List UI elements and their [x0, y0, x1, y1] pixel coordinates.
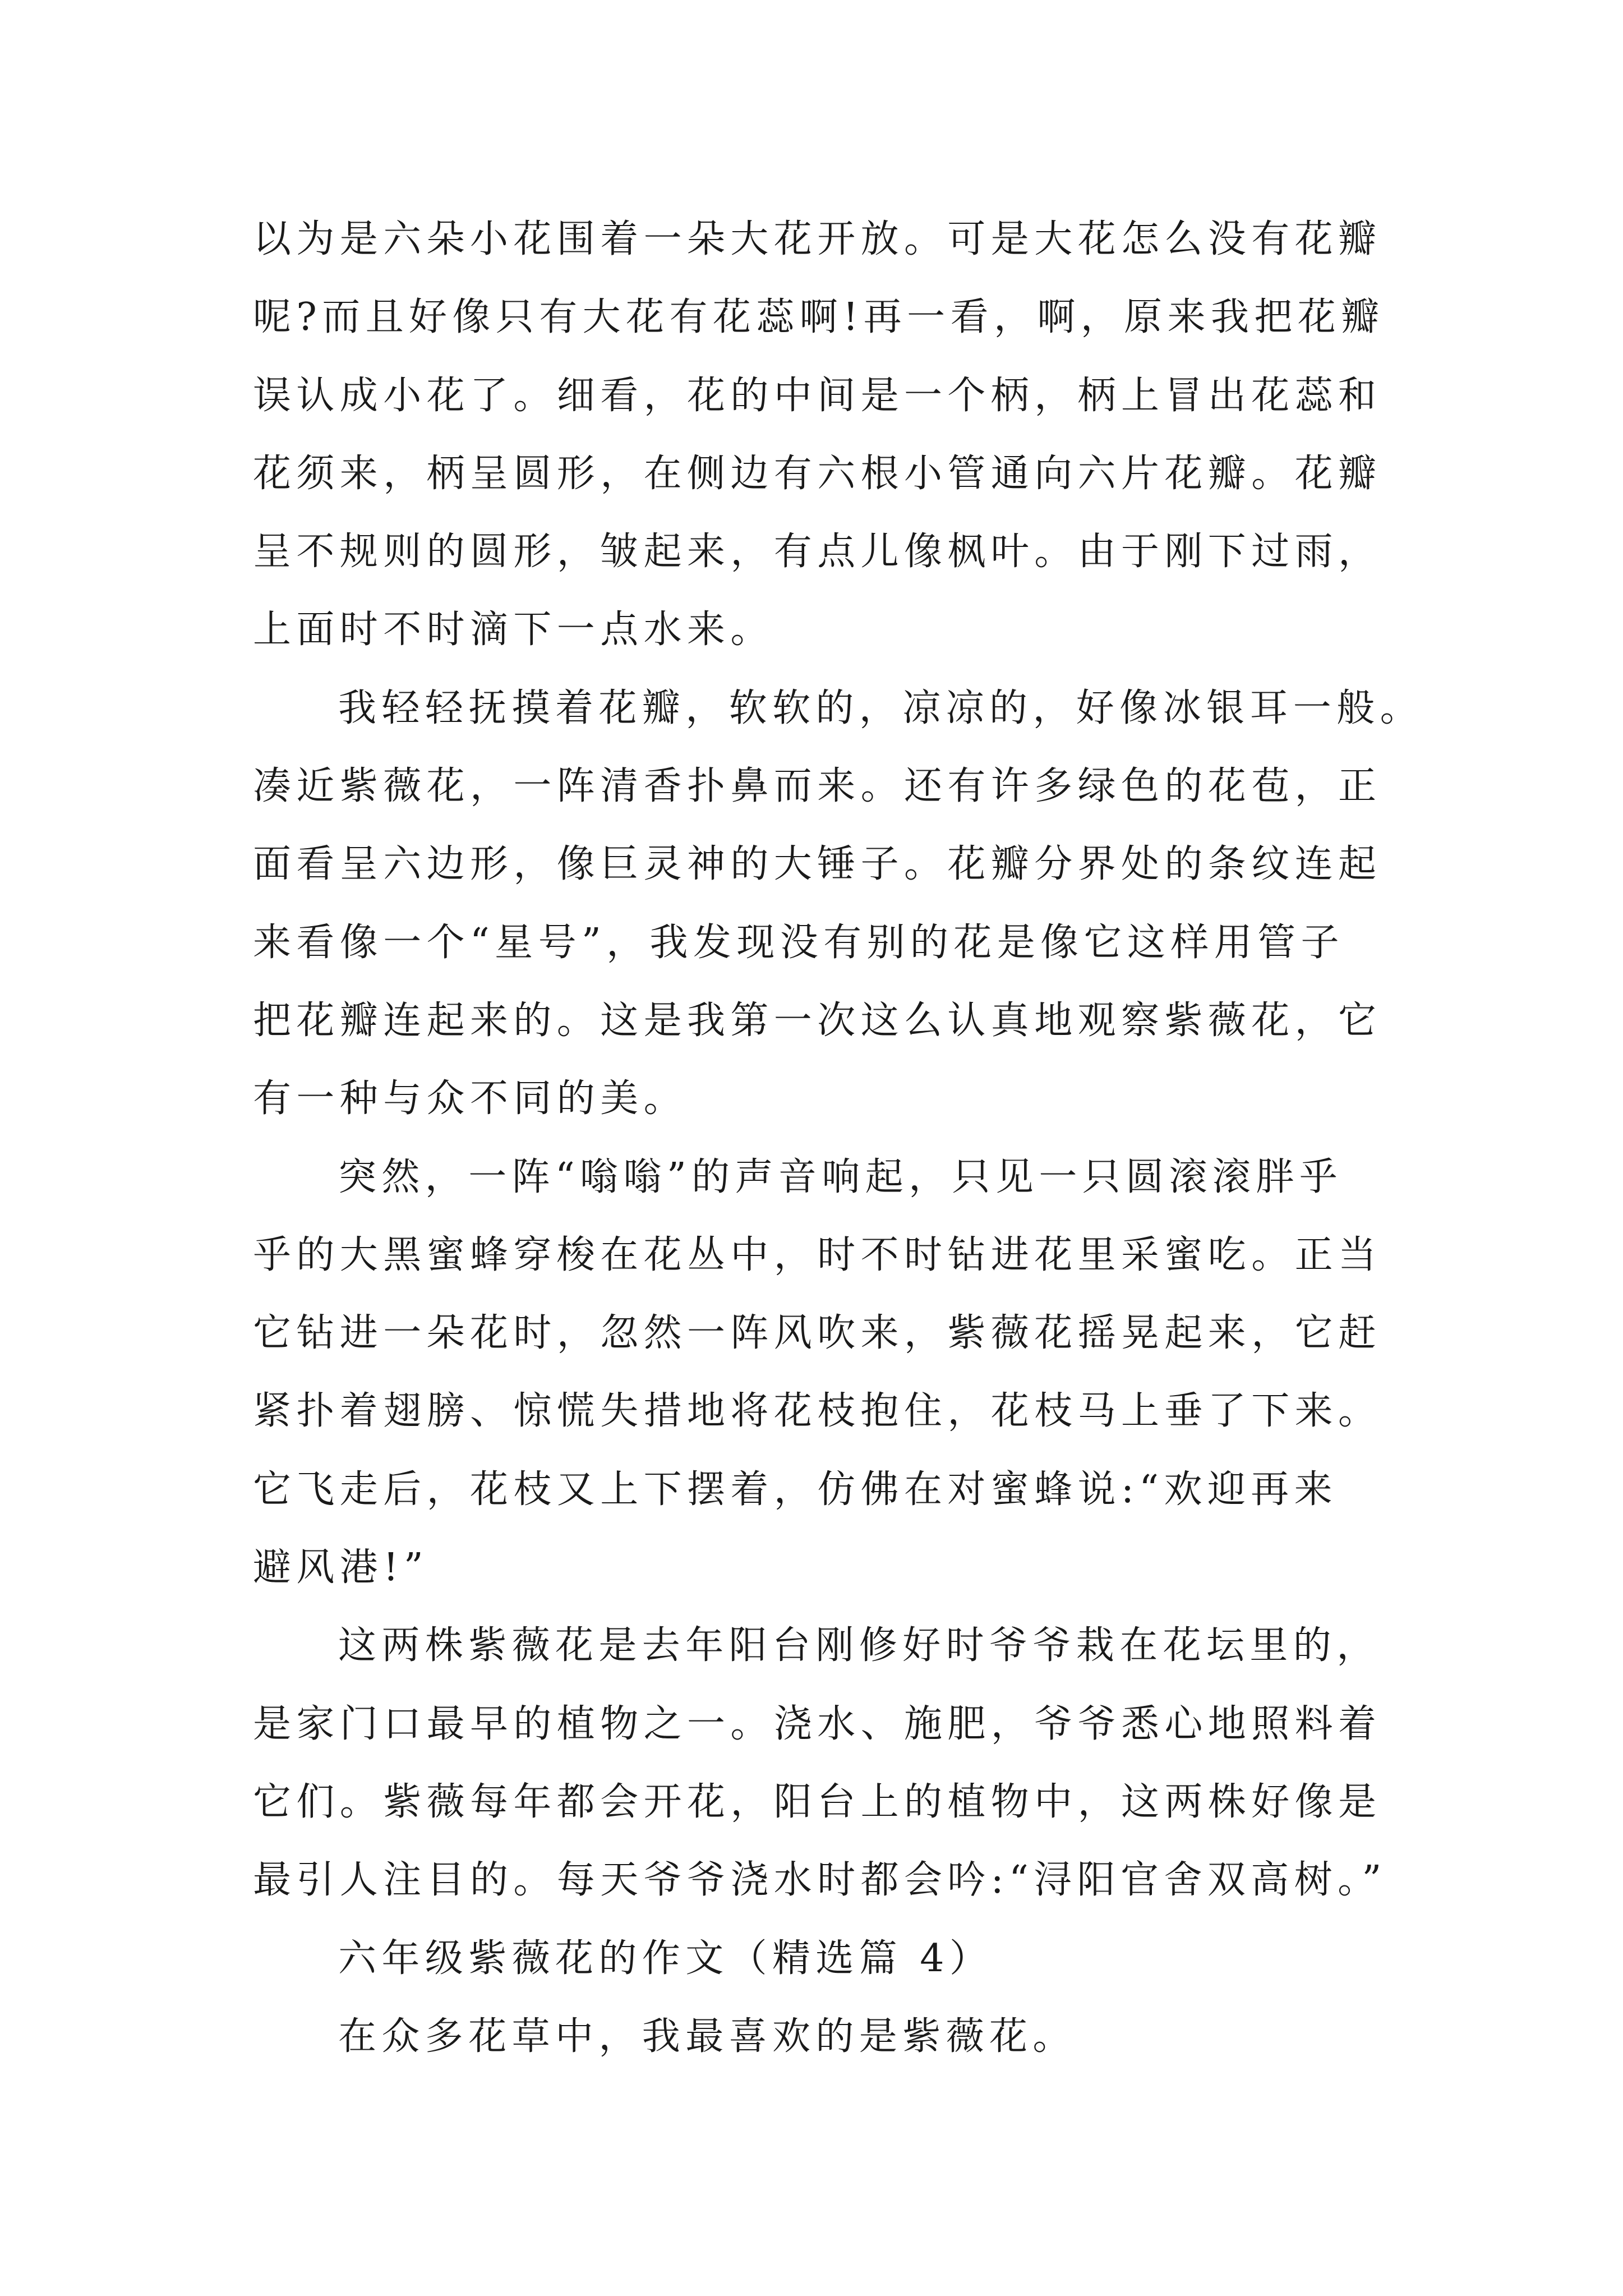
text-line: 是家门口最早的植物之一。浇水、施肥，爷爷悉心地照料着 — [253, 1701, 1382, 1746]
text-line: 来看像一个“星号”，我发现没有别的花是像它这样用管子 — [253, 920, 1344, 965]
section-heading-text: 六年级紫薇花的作文（精选篇 4） — [338, 1936, 993, 1981]
section-heading — [253, 1920, 1419, 1998]
text-line: 凑近紫薇花，一阵清香扑鼻而来。还有许多绿色的花苞，正 — [253, 764, 1382, 809]
text-line: 它飞走后，花枝又上下摆着，仿佛在对蜜蜂说:“欢迎再来 — [253, 1467, 1338, 1512]
text-line: 紧扑着翅膀、惊慌失措地将花枝抱住，花枝马上垂了下来。 — [253, 1389, 1382, 1434]
text-line: 它钻进一朵花时，忽然一阵风吹来，紫薇花摇晃起来，它赶 — [253, 1311, 1382, 1356]
text-line: 呢?而且好像只有大花有花蕊啊!再一看，啊，原来我把花瓣 — [253, 295, 1385, 340]
paragraph-grandpa — [253, 1607, 1419, 1919]
paragraph-continued — [253, 200, 1419, 669]
text-line: 把花瓣连起来的。这是我第一次这么认真地观察紫薇花，它 — [253, 998, 1382, 1043]
paragraph-bee — [253, 1138, 1419, 1607]
text-line: 以为是六朵小花围着一朵大花开放。可是大花怎么没有花瓣 — [253, 217, 1382, 261]
text-line: 误认成小花了。细看，花的中间是一个柄，柄上冒出花蕊和 — [253, 373, 1382, 418]
paragraph-touching-petals — [253, 669, 1424, 1138]
text-line: 避风港!” — [253, 1545, 429, 1590]
text-line: 我轻轻抚摸着花瓣，软软的，凉凉的，好像冰银耳一般。 — [338, 685, 1424, 730]
text-line: 最引人注目的。每天爷爷浇水时都会吟:“浔阳官舍双高树。” — [253, 1858, 1387, 1903]
text-line: 这两株紫薇花是去年阳台刚修好时爷爷栽在花坛里的， — [338, 1623, 1380, 1668]
document-body — [253, 200, 1424, 2076]
text-line: 花须来，柄呈圆形，在侧边有六根小管通向六片花瓣。花瓣 — [253, 451, 1382, 496]
text-line: 突然，一阵“嗡嗡”的声音响起，只见一只圆滚滚胖乎 — [338, 1154, 1343, 1199]
text-line: 呈不规则的圆形，皱起来，有点儿像枫叶。由于刚下过雨， — [253, 530, 1382, 574]
text-line: 乎的大黑蜜蜂穿梭在花丛中，时不时钻进花里采蜜吃。正当 — [253, 1232, 1382, 1277]
final-paragraph — [253, 1998, 1419, 2076]
text-line: 上面时不时滴下一点水来。 — [253, 608, 774, 652]
text-line: 它们。紫薇每年都会开花，阳台上的植物中，这两株好像是 — [253, 1779, 1382, 1824]
text-line: 在众多花草中，我最喜欢的是紫薇花。 — [338, 2014, 1076, 2059]
text-line: 有一种与众不同的美。 — [253, 1076, 688, 1121]
text-line: 面看呈六边形，像巨灵神的大锤子。花瓣分界处的条纹连起 — [253, 842, 1382, 887]
